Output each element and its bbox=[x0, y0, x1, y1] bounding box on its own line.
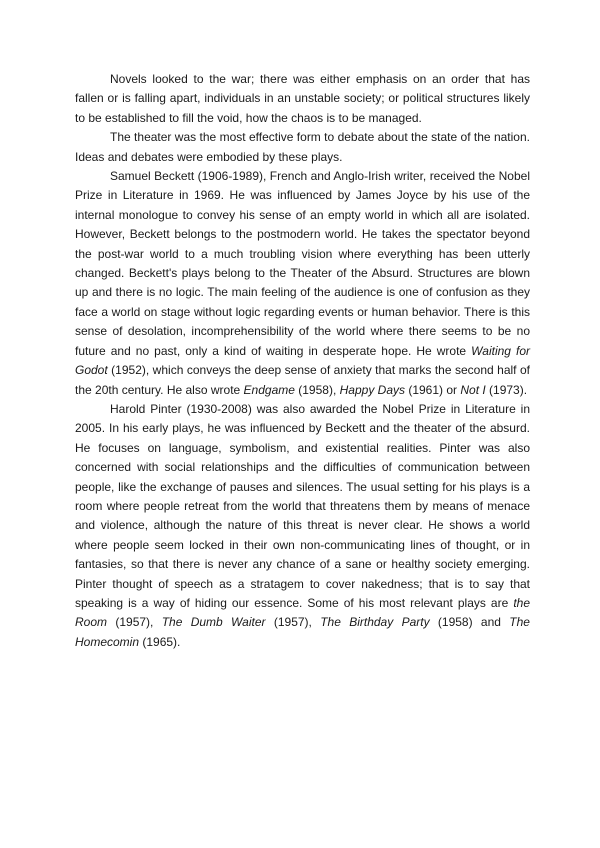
text-run: (1965). bbox=[139, 634, 181, 649]
play-title: The Birthday Party bbox=[320, 615, 430, 630]
play-title: the Room bbox=[75, 595, 530, 630]
text-run: The theater was the most effective form to debate about the state of the nation. Ideas and debates were embodied by these plays. bbox=[75, 130, 530, 164]
play-title: Not I bbox=[460, 382, 486, 397]
paragraph-beckett bbox=[75, 167, 530, 400]
text-run: Samuel Beckett (1906-1989), French and Anglo-Irish writer, received the Nobel Prize in Literature in 1969. He was influenced by James Joyce by his use of the internal monologue to convey his sense of an empty world in which all are isolated. However, Beckett belongs to the postmodern world. He takes the spectator beyond the post-war world to a much troubling vision where everything has been utterly changed. Beckett's plays belong to the Theater of the Absurd. Structures are blown up and there is no logic. The main feeling of the audience is one of confusion as they face a world on stage without logic regarding events or human behavior. There is this sense of desolation, incomprehensibility of the world where there seems to be no future and no past, only a kind of waiting in desperate hope. He wrote bbox=[75, 169, 530, 358]
text-run: (1958), bbox=[294, 382, 340, 397]
text-run: Novels looked to the war; there was either emphasis on an order that has fallen or is falling apart, individuals in an unstable society; or political structures likely to be established to fill the void, how the chaos is to be managed. bbox=[75, 72, 530, 125]
play-title: Endgame bbox=[243, 382, 295, 397]
paragraph-novels bbox=[75, 70, 530, 128]
paragraph-pinter bbox=[75, 400, 530, 652]
play-title: Waiting for Godot bbox=[75, 343, 530, 378]
text-run: Harold Pinter (1930-2008) was also awarded the Nobel Prize in Literature in 2005. In his early plays, he was influenced by Beckett and the theater of the absurd. He focuses on language, symbolism, and existential realities. Pinter was also concerned with social relationships and the difficulties of communication between people, like the exchange of pauses and silences. The usual setting for his plays is a room where people retreat from the world that threatens them by means of menace and violence, although the nature of this threat is never clear. He shows a world where people seem locked in their own non-communicating lines of thought, or in fantasies, so that there is never any chance of a sane or healthy society emerging. Pinter thought of speech as a stratagem to cover nakedness; that is to say that speaking is a way of hiding our essence. Some of his most relevant plays are bbox=[75, 401, 530, 610]
play-title: The Dumb Waiter bbox=[161, 615, 266, 630]
text-run: (1957), bbox=[265, 615, 321, 630]
text-run: (1958) and bbox=[429, 615, 510, 630]
play-title: The Homecomin bbox=[75, 615, 530, 649]
text-run: (1952), which conveys the deep sense of anxiety that marks the second half of the 20th century. He also wrote bbox=[75, 363, 530, 397]
body-text bbox=[75, 70, 530, 652]
text-run: (1957), bbox=[107, 615, 162, 630]
text-run: (1961) or bbox=[405, 382, 461, 397]
text-run: (1973). bbox=[485, 382, 528, 397]
paragraph-theater bbox=[75, 128, 530, 167]
play-title: Happy Days bbox=[339, 382, 405, 397]
